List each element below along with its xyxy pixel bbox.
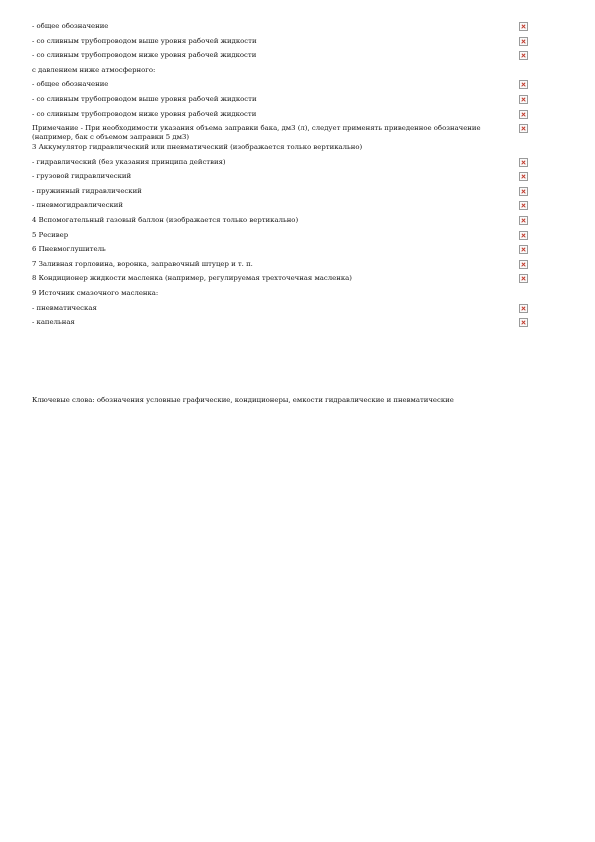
list-item-text: - со сливным трубопроводом ниже уровня рабочей жидкости (32, 109, 257, 118)
broken-image-icon (519, 22, 528, 31)
list-item-text: - пневмогидравлический (32, 201, 123, 210)
list-item-text: - пружинный гидравлический (32, 186, 142, 195)
list-item (32, 302, 528, 317)
list-item-text: 8 Кондиционер жидкости масленка (например, регулируемая трехточечная масленка) (32, 274, 352, 283)
list-item-text: - грузовой гидравлический (32, 172, 132, 181)
list-item-text: 9 Источник смазочного масленка: (32, 288, 159, 297)
list-item (32, 20, 528, 35)
list-item (32, 122, 528, 141)
symbol-list (32, 20, 528, 331)
list-item (32, 49, 528, 64)
list-item (32, 170, 528, 185)
broken-image-icon (519, 80, 528, 89)
broken-image-icon (519, 110, 528, 119)
list-item-text: - общее обозначение (32, 22, 109, 30)
list-item (32, 272, 528, 287)
list-item-text: 5 Ресивер (32, 230, 69, 239)
list-item-text: 6 Пневмоглушитель (32, 245, 106, 254)
list-item-text: - со сливным трубопроводом выше уровня рабочей жидкости (32, 94, 257, 103)
list-item-text: Примечание - При необходимости указания объема заправки бака, дм3 (л), следует применять приведенное обозначение (например, бак с объемом заправки 5 дм3) (32, 124, 481, 141)
list-item-text: с давлением ниже атмосферного: (32, 65, 156, 74)
list-item-text: 4 Вспомогательный газовый баллон (изображается только вертикально) (32, 215, 299, 224)
list-item (32, 78, 528, 93)
broken-image-icon (519, 201, 528, 210)
list-item (32, 229, 528, 244)
broken-image-icon (519, 245, 528, 254)
broken-image-icon (519, 216, 528, 225)
broken-image-icon (519, 51, 528, 60)
list-item (32, 243, 528, 258)
broken-image-icon (519, 260, 528, 269)
list-item (32, 287, 528, 302)
list-item-text: - со сливным трубопроводом ниже уровня рабочей жидкости (32, 51, 257, 60)
broken-image-icon (519, 172, 528, 181)
broken-image-icon (519, 187, 528, 196)
list-item (32, 141, 528, 156)
list-item-text: - со сливным трубопроводом выше уровня рабочей жидкости (32, 36, 257, 45)
list-item-text: - пневматическая (32, 303, 97, 312)
broken-image-icon (519, 274, 528, 283)
list-item-text: 3 Аккумулятор гидравлический или пневматический (изображается только вертикально) (32, 142, 363, 151)
broken-image-icon (519, 318, 528, 327)
list-item (32, 185, 528, 200)
broken-image-icon (519, 37, 528, 46)
broken-image-icon (519, 124, 528, 133)
list-item (32, 316, 528, 331)
broken-image-icon (519, 95, 528, 104)
list-item (32, 35, 528, 50)
list-item-text: - капельная (32, 318, 75, 327)
broken-image-icon (519, 304, 528, 313)
list-item (32, 93, 528, 108)
broken-image-icon (519, 158, 528, 167)
list-item (32, 108, 528, 123)
broken-image-icon (519, 231, 528, 240)
list-item-text: - гидравлический (без указания принципа действия) (32, 157, 226, 166)
list-item (32, 64, 528, 79)
list-item (32, 258, 528, 273)
list-item-text: - общее обозначение (32, 80, 109, 89)
keywords-line: Ключевые слова: обозначения условные графические, кондиционеры, емкости гидравлические и пневматические (32, 396, 454, 404)
list-item (32, 156, 528, 171)
list-item (32, 199, 528, 214)
list-item-text: 7 Заливная горловина, воронка, заправочный штуцер и т. п. (32, 259, 253, 268)
list-item (32, 214, 528, 229)
